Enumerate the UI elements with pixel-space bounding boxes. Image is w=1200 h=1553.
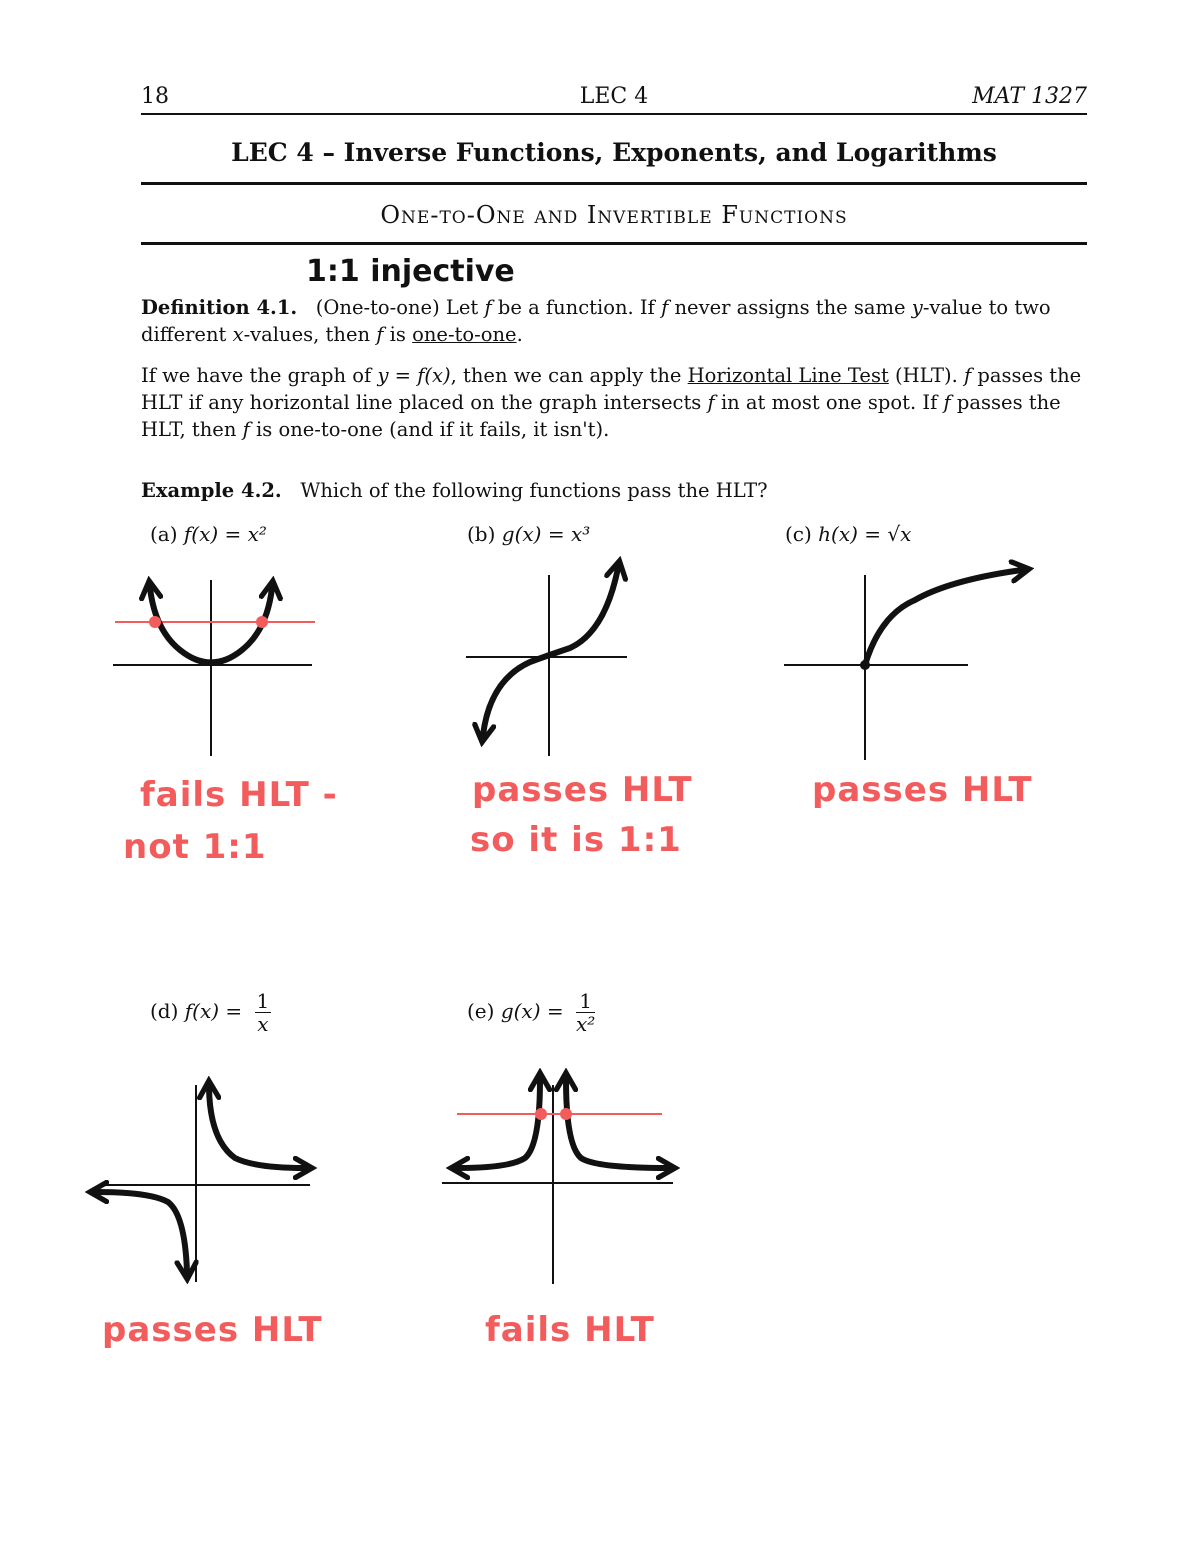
part-function: g(x) = x³ (501, 522, 591, 546)
annotation-c-1: passes HLT (812, 770, 1033, 810)
part-letter: (e) (467, 999, 495, 1023)
definition-text: never assigns the same (674, 296, 906, 319)
math-var: f (242, 418, 250, 441)
curve-branch-right (566, 1080, 668, 1168)
graph-e (442, 1080, 673, 1284)
annotation-a-1: fails HLT - (140, 775, 338, 815)
curve-cubic (483, 568, 618, 735)
start-point (860, 660, 870, 670)
definition-text: be a function. If (497, 296, 655, 319)
hlt-text: If we have the graph of (141, 364, 372, 387)
handwritten-note: 1:1 injective (306, 254, 515, 289)
section-title: One-to-One and Invertible Functions (380, 201, 848, 229)
example-label: Example 4.2. (141, 479, 282, 502)
hlt-text: (HLT). (895, 364, 958, 387)
fraction-numerator: 1 (576, 990, 595, 1013)
annotation-b-1: passes HLT (472, 770, 693, 810)
part-function: g(x) = (500, 999, 564, 1023)
math-var: f (376, 323, 384, 346)
hlt-text: is one-to-one (and if it fails, it isn't). (256, 418, 610, 441)
curve-sqrt (865, 570, 1022, 665)
math-var: f (964, 364, 972, 387)
lecture-title: LEC 4 – Inverse Functions, Exponents, and Logarithms (231, 138, 997, 167)
annotation-b-2: so it is 1:1 (470, 820, 682, 860)
intersection-point (256, 616, 268, 628)
definition-text: Let (445, 296, 479, 319)
defined-term: one-to-one (412, 323, 517, 346)
part-function: h(x) = √x (818, 522, 912, 546)
math-var: f (484, 296, 492, 319)
graph-a (113, 580, 315, 756)
fraction-denominator: x² (575, 1012, 596, 1036)
part-letter: (a) (150, 522, 178, 546)
math-var: x (232, 323, 244, 346)
intersection-point (535, 1108, 547, 1120)
math-var: f (707, 391, 715, 414)
annotation-e-1: fails HLT (485, 1310, 655, 1350)
curve-branch-left (458, 1080, 540, 1168)
definition-text: -values, then (243, 323, 371, 346)
part-letter: (c) (785, 522, 812, 546)
graph-c (784, 570, 1022, 760)
definition-text: -value to two different (141, 296, 1051, 346)
hlt-text: passes the HLT, then (141, 391, 1061, 441)
math-var: f (661, 296, 669, 319)
graph-d (97, 1085, 310, 1282)
hlt-text: passes the HLT if any horizontal line placed on the graph intersects (141, 364, 1082, 414)
running-header: LEC 4 (579, 84, 649, 109)
part-letter: (d) (150, 999, 179, 1023)
page-number: 18 (141, 84, 169, 109)
hlt-term: Horizontal Line Test (687, 364, 889, 387)
definition-text: is (389, 323, 406, 346)
definition-label: Definition 4.1. (141, 296, 298, 319)
course-code: MAT 1327 (972, 84, 1087, 109)
math-var: f (943, 391, 951, 414)
example-question: Which of the following functions pass the HLT? (300, 479, 768, 502)
definition-name: (One-to-one) (315, 296, 440, 319)
curve-branch-left (97, 1192, 187, 1272)
definition-text: . (516, 323, 523, 346)
hlt-text: in at most one spot. If (720, 391, 938, 414)
intersection-point (149, 616, 161, 628)
fraction-denominator: x (257, 1012, 269, 1036)
intersection-point (560, 1108, 572, 1120)
curve-branch-right (209, 1088, 305, 1168)
math-var: y (911, 296, 923, 319)
hlt-equation: y = f(x) (377, 364, 451, 387)
part-function: f(x) = x² (183, 522, 267, 546)
part-function: f(x) = (184, 999, 243, 1023)
annotation-a-2: not 1:1 (123, 827, 267, 867)
graph-b (466, 568, 627, 756)
annotation-d-1: passes HLT (102, 1310, 323, 1350)
fraction-numerator: 1 (256, 989, 270, 1013)
hlt-text: , then we can apply the (450, 364, 682, 387)
part-letter: (b) (467, 522, 496, 546)
